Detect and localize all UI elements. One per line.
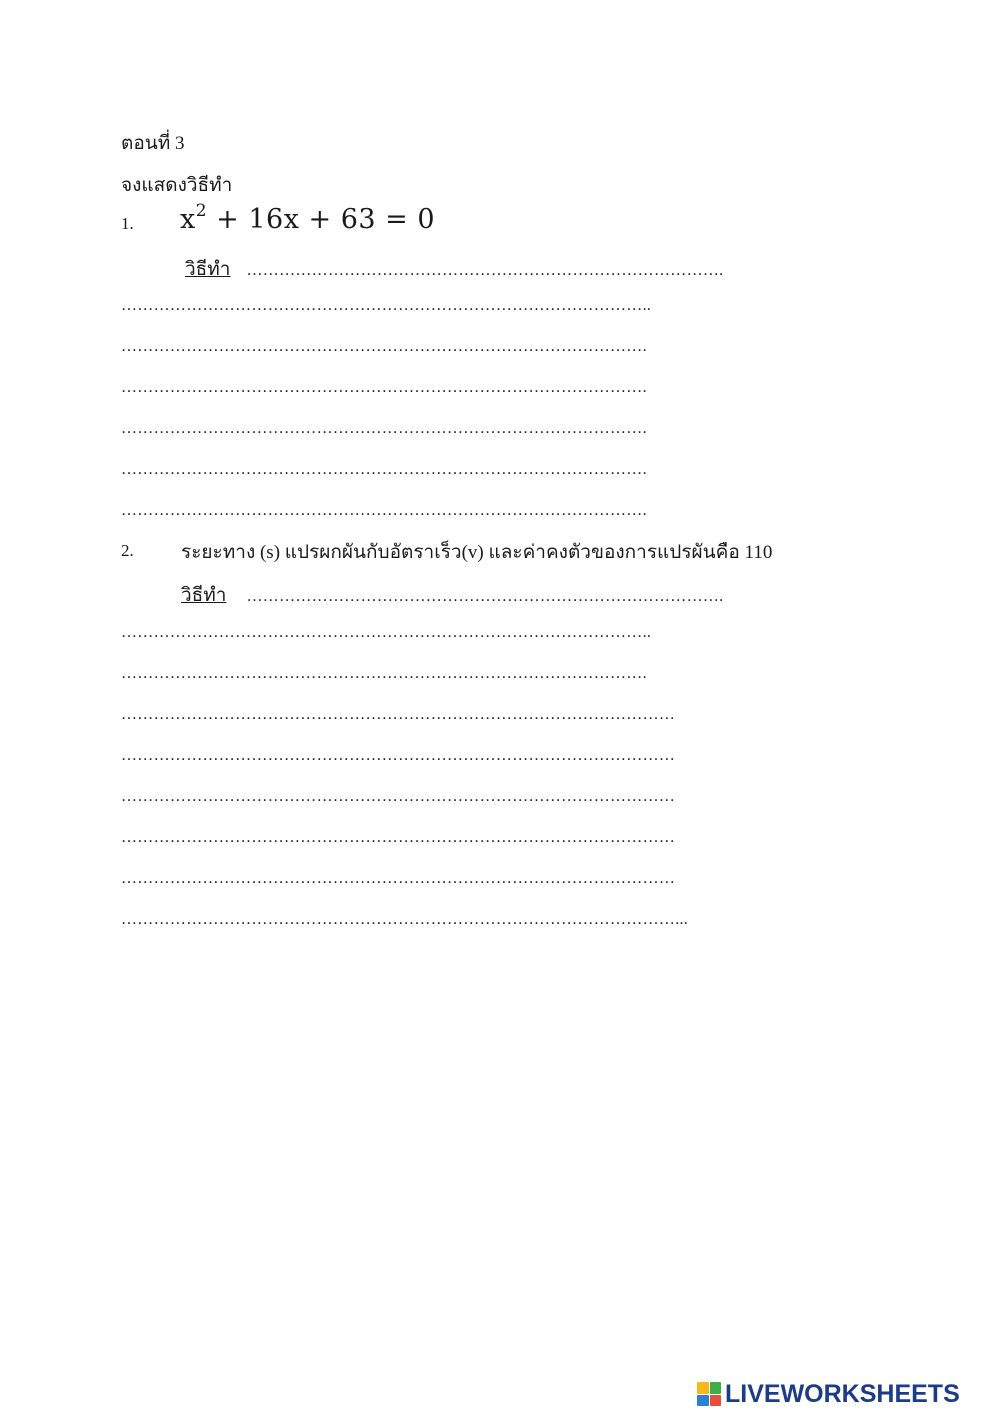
answer-line[interactable]: ………………………………………………………………………………………… [121,829,676,846]
logo-cube-icon [697,1382,721,1406]
answer-line[interactable]: …………………………………………………………………………………….. [121,297,652,314]
answer-line[interactable]: ………………………………………………………………………………………… [121,788,676,805]
equation-base: x [180,204,196,235]
question-1-number: 1. [121,214,134,233]
question-2-method-row [181,580,723,610]
answer-line[interactable]: ………………………………………………………………………………………… [121,870,676,887]
liveworksheets-logo [697,1374,960,1414]
question-1-equation [180,203,435,235]
question-2-number: 2. [121,541,134,560]
answer-line[interactable]: ……………………………………………………………………………. [246,262,724,279]
method-label: วิธีทำ [185,259,231,280]
answer-line[interactable]: ……………………………………………………………………………………. [121,379,647,396]
question-1-method-row [185,254,723,284]
logo-text: LIVEWORKSHEETS [725,1379,960,1408]
equation-rest: + 16x + 63 = 0 [207,204,436,235]
answer-line[interactable]: ……………………………………………………………………………………. [121,461,647,478]
question-2-text: ระยะทาง (s) แปรผกผันกับอัตราเร็ว(v) และค่าคงตัวของการแปรผันคือ 110 [181,542,773,563]
equation-exponent: 2 [195,201,208,221]
answer-line[interactable]: ……………………………………………………………………………………. [121,665,647,682]
method-label: วิธีทำ [181,585,227,606]
answer-line[interactable]: ……………………………………………………………………………………. [121,502,647,519]
answer-line[interactable]: ………………………………………………………………………………………… [121,706,676,723]
answer-line[interactable]: ……………………………………………………………………………………. [121,420,647,437]
section-title: ตอนที่ 3 [121,133,185,154]
instruction-text: จงแสดงวิธีทำ [121,175,233,196]
answer-line[interactable]: ………………………………………………………………………………………… [121,747,676,764]
answer-line[interactable]: ……………………………………………………………………………………. [121,338,647,355]
answer-line[interactable]: ……………………………………………………………………………. [246,588,724,605]
answer-line[interactable]: …………………………………………………………………………………………... [121,911,689,928]
answer-line[interactable]: …………………………………………………………………………………….. [121,624,652,641]
